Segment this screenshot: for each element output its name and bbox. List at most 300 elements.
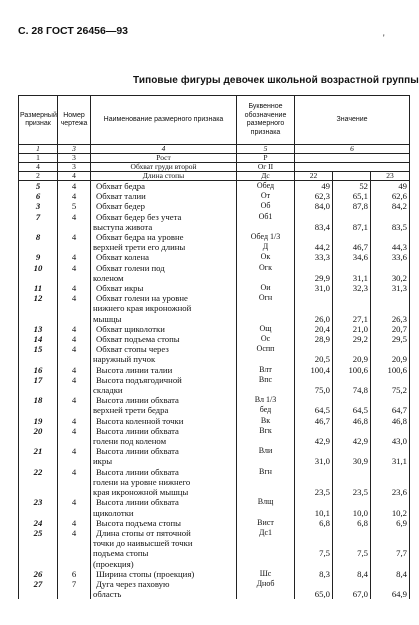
table-row bbox=[19, 293, 410, 303]
row-value: 46,8 bbox=[371, 416, 410, 426]
row-abbr bbox=[237, 354, 295, 364]
row-line: 6 bbox=[58, 569, 91, 579]
row-value: 26,0 bbox=[295, 314, 333, 324]
table-row bbox=[19, 426, 410, 436]
row-value bbox=[333, 426, 371, 436]
row-value: 31,1 bbox=[371, 456, 410, 466]
code-num: 4 bbox=[19, 163, 58, 172]
row-value bbox=[371, 477, 410, 487]
row-abbr: Обед bbox=[237, 181, 295, 192]
row-name: Ширина стопы (проекция) bbox=[91, 569, 237, 579]
header-num: Размерный признак bbox=[19, 96, 58, 145]
row-name: Высота коленной точки bbox=[91, 416, 237, 426]
row-value: 8,4 bbox=[371, 569, 410, 579]
row-value bbox=[333, 263, 371, 273]
row-value: 83,5 bbox=[371, 222, 410, 232]
row-abbr bbox=[237, 456, 295, 466]
row-value: 31,1 bbox=[333, 273, 371, 283]
row-num: 22 bbox=[19, 467, 58, 477]
row-value: 49 bbox=[295, 181, 333, 192]
row-value bbox=[295, 497, 333, 507]
row-num bbox=[19, 273, 58, 283]
table-row-continuation bbox=[19, 314, 410, 324]
row-value: 6,8 bbox=[295, 518, 333, 528]
row-num bbox=[19, 303, 58, 313]
row-value: 33,3 bbox=[295, 252, 333, 262]
row-line bbox=[58, 303, 91, 313]
row-abbr: Шс bbox=[237, 569, 295, 579]
row-value: 31,0 bbox=[295, 456, 333, 466]
row-abbr: Вл 1/3 bbox=[237, 395, 295, 405]
row-name: Обхват бедра на уровне bbox=[91, 232, 237, 242]
code-name: Рост bbox=[91, 154, 237, 163]
row-name: область bbox=[91, 589, 237, 599]
code-row bbox=[19, 163, 410, 172]
row-name: точки до наивысшей точки bbox=[91, 538, 237, 548]
row-num: 27 bbox=[19, 579, 58, 589]
row-abbr bbox=[237, 303, 295, 313]
table-row bbox=[19, 283, 410, 293]
code-num: 1 bbox=[19, 154, 58, 163]
row-num: 25 bbox=[19, 528, 58, 538]
row-value: 64,5 bbox=[333, 405, 371, 415]
row-name: Обхват голени под bbox=[91, 263, 237, 273]
row-name: края икроножной мышцы bbox=[91, 487, 237, 497]
row-abbr: Вист bbox=[237, 518, 295, 528]
row-abbr: Огк bbox=[237, 263, 295, 273]
row-value: 20,7 bbox=[371, 324, 410, 334]
row-value: 62,6 bbox=[371, 191, 410, 201]
row-name: Высота линии обхвата bbox=[91, 467, 237, 477]
row-line bbox=[58, 405, 91, 415]
row-value bbox=[333, 528, 371, 538]
row-name: Высота подъягодичной bbox=[91, 375, 237, 385]
row-value: 42,9 bbox=[333, 436, 371, 446]
row-value: 46,7 bbox=[333, 242, 371, 252]
row-value bbox=[371, 375, 410, 385]
code-line: 4 bbox=[58, 172, 91, 181]
row-name: икры bbox=[91, 456, 237, 466]
row-value: 6,8 bbox=[333, 518, 371, 528]
row-line: 4 bbox=[58, 232, 91, 242]
code-row bbox=[19, 154, 410, 163]
table-row bbox=[19, 334, 410, 344]
row-num bbox=[19, 436, 58, 446]
row-value bbox=[295, 467, 333, 477]
table-row bbox=[19, 395, 410, 405]
row-name: Высота линии обхвата bbox=[91, 395, 237, 405]
row-line bbox=[58, 273, 91, 283]
row-abbr: Впс bbox=[237, 375, 295, 385]
row-num: 5 bbox=[19, 181, 58, 192]
row-line bbox=[58, 487, 91, 497]
row-value: 26,3 bbox=[371, 314, 410, 324]
row-value: 23,6 bbox=[371, 487, 410, 497]
row-num bbox=[19, 222, 58, 232]
row-num: 19 bbox=[19, 416, 58, 426]
table-row-continuation bbox=[19, 508, 410, 518]
row-value bbox=[333, 477, 371, 487]
row-abbr: Ос bbox=[237, 334, 295, 344]
row-value bbox=[295, 395, 333, 405]
row-value: 46,8 bbox=[333, 416, 371, 426]
row-name: Обхват бедра bbox=[91, 181, 237, 192]
table-row bbox=[19, 212, 410, 222]
row-value: 64,5 bbox=[295, 405, 333, 415]
table-row bbox=[19, 252, 410, 262]
row-value: 20,5 bbox=[295, 354, 333, 364]
table-row bbox=[19, 569, 410, 579]
table-row-continuation bbox=[19, 242, 410, 252]
row-value bbox=[295, 446, 333, 456]
row-name: подъема стопы bbox=[91, 548, 237, 558]
row-value: 87,1 bbox=[333, 222, 371, 232]
row-name: Обхват талии bbox=[91, 191, 237, 201]
row-name: Высота линии талии bbox=[91, 365, 237, 375]
header-name: Наименование размерного признака bbox=[91, 96, 237, 145]
row-value: 100,4 bbox=[295, 365, 333, 375]
row-line: 4 bbox=[58, 293, 91, 303]
row-num: 15 bbox=[19, 344, 58, 354]
row-name: Обхват икры bbox=[91, 283, 237, 293]
row-value bbox=[371, 467, 410, 477]
row-line: 4 bbox=[58, 324, 91, 334]
row-line: 4 bbox=[58, 497, 91, 507]
row-value: 100,6 bbox=[371, 365, 410, 375]
row-line bbox=[58, 477, 91, 487]
row-value bbox=[371, 293, 410, 303]
row-value bbox=[333, 232, 371, 242]
table-row-continuation bbox=[19, 456, 410, 466]
row-line: 4 bbox=[58, 528, 91, 538]
row-value: 23,5 bbox=[333, 487, 371, 497]
row-value bbox=[371, 426, 410, 436]
row-value bbox=[371, 579, 410, 589]
code-abbr: Р bbox=[237, 154, 295, 163]
row-abbr bbox=[237, 589, 295, 599]
dimensions-table bbox=[18, 95, 410, 599]
row-value: 8,4 bbox=[333, 569, 371, 579]
row-line bbox=[58, 385, 91, 395]
row-abbr: Обед 1/3 bbox=[237, 232, 295, 242]
table-row bbox=[19, 375, 410, 385]
row-num: 18 bbox=[19, 395, 58, 405]
row-abbr: Об bbox=[237, 201, 295, 211]
row-value: 30,9 bbox=[333, 456, 371, 466]
row-abbr bbox=[237, 538, 295, 548]
row-line: 4 bbox=[58, 252, 91, 262]
table-row-continuation bbox=[19, 222, 410, 232]
row-abbr bbox=[237, 314, 295, 324]
row-line: 4 bbox=[58, 344, 91, 354]
table-row bbox=[19, 365, 410, 375]
row-value: 75,0 bbox=[295, 385, 333, 395]
row-value bbox=[333, 446, 371, 456]
row-value: 7,7 bbox=[371, 548, 410, 558]
row-abbr: Дноб bbox=[237, 579, 295, 589]
row-value: 29,5 bbox=[371, 334, 410, 344]
row-name: голени под коленом bbox=[91, 436, 237, 446]
row-line bbox=[58, 222, 91, 232]
row-value: 23,5 bbox=[295, 487, 333, 497]
index-cell: 6 bbox=[295, 145, 410, 154]
row-abbr: Влт bbox=[237, 365, 295, 375]
row-num bbox=[19, 314, 58, 324]
row-value: 65,0 bbox=[295, 589, 333, 599]
row-value: 7,5 bbox=[333, 548, 371, 558]
row-value: 64,9 bbox=[371, 589, 410, 599]
code-line: 3 bbox=[58, 163, 91, 172]
index-cell: 4 bbox=[91, 145, 237, 154]
row-abbr bbox=[237, 487, 295, 497]
row-value: 46,7 bbox=[295, 416, 333, 426]
row-value bbox=[295, 426, 333, 436]
code-row bbox=[19, 172, 410, 181]
row-line bbox=[58, 436, 91, 446]
row-num bbox=[19, 589, 58, 599]
row-value bbox=[333, 559, 371, 569]
table-row bbox=[19, 416, 410, 426]
row-num bbox=[19, 559, 58, 569]
row-name: верхней трети его длины bbox=[91, 242, 237, 252]
row-num: 13 bbox=[19, 324, 58, 334]
row-value bbox=[371, 212, 410, 222]
table-row-continuation bbox=[19, 548, 410, 558]
row-line: 7 bbox=[58, 579, 91, 589]
row-abbr bbox=[237, 222, 295, 232]
row-value: 42,9 bbox=[295, 436, 333, 446]
row-abbr bbox=[237, 385, 295, 395]
row-value: 74,8 bbox=[333, 385, 371, 395]
row-num: 24 bbox=[19, 518, 58, 528]
index-cell: 5 bbox=[237, 145, 295, 154]
value-header: 23 bbox=[371, 172, 410, 181]
row-name: нижнего края икроножной bbox=[91, 303, 237, 313]
table-row bbox=[19, 232, 410, 242]
code-abbr: Ог II bbox=[237, 163, 295, 172]
table-row-continuation bbox=[19, 477, 410, 487]
row-name: Высота линии обхвата bbox=[91, 446, 237, 456]
row-line: 4 bbox=[58, 212, 91, 222]
table-row-continuation bbox=[19, 354, 410, 364]
row-value: 100,6 bbox=[333, 365, 371, 375]
row-value: 28,9 bbox=[295, 334, 333, 344]
row-value bbox=[295, 293, 333, 303]
row-num: 12 bbox=[19, 293, 58, 303]
row-value: 20,4 bbox=[295, 324, 333, 334]
header-value: Значение bbox=[295, 96, 410, 145]
row-abbr bbox=[237, 559, 295, 569]
index-cell: 1 bbox=[19, 145, 58, 154]
corner-mark: ' bbox=[383, 33, 385, 43]
row-value bbox=[295, 212, 333, 222]
row-value bbox=[295, 579, 333, 589]
row-value: 31,3 bbox=[371, 283, 410, 293]
page-header: С. 28 ГОСТ 26456—93 bbox=[18, 25, 129, 37]
row-name: мышцы bbox=[91, 314, 237, 324]
row-line bbox=[58, 508, 91, 518]
table-row bbox=[19, 191, 410, 201]
row-value bbox=[371, 497, 410, 507]
row-name: Обхват щиколотки bbox=[91, 324, 237, 334]
row-value: 49 bbox=[371, 181, 410, 192]
row-value: 84,2 bbox=[371, 201, 410, 211]
row-name: верхней трети бедра bbox=[91, 405, 237, 415]
table-row-continuation bbox=[19, 559, 410, 569]
table-row bbox=[19, 181, 410, 192]
row-name: Обхват подъема стопы bbox=[91, 334, 237, 344]
row-abbr bbox=[237, 273, 295, 283]
row-value: 10,0 bbox=[333, 508, 371, 518]
row-value bbox=[333, 293, 371, 303]
row-name: Высота подъема стопы bbox=[91, 518, 237, 528]
value-header bbox=[333, 172, 371, 181]
row-num: 10 bbox=[19, 263, 58, 273]
row-value: 64,7 bbox=[371, 405, 410, 415]
row-line bbox=[58, 589, 91, 599]
row-value bbox=[371, 395, 410, 405]
row-value bbox=[295, 375, 333, 385]
row-abbr: Ок bbox=[237, 252, 295, 262]
column-index-row bbox=[19, 145, 410, 154]
row-value: 29,9 bbox=[295, 273, 333, 283]
row-value bbox=[295, 263, 333, 273]
row-value bbox=[333, 344, 371, 354]
row-line: 4 bbox=[58, 446, 91, 456]
row-num bbox=[19, 242, 58, 252]
table-row bbox=[19, 467, 410, 477]
row-line: 4 bbox=[58, 334, 91, 344]
row-num: 16 bbox=[19, 365, 58, 375]
table-row bbox=[19, 263, 410, 273]
row-value: 65,1 bbox=[333, 191, 371, 201]
row-name: Обхват голени на уровне bbox=[91, 293, 237, 303]
row-name: коленом bbox=[91, 273, 237, 283]
row-name: Обхват колена bbox=[91, 252, 237, 262]
row-num bbox=[19, 405, 58, 415]
row-abbr: Об1 bbox=[237, 212, 295, 222]
table-row bbox=[19, 528, 410, 538]
row-value bbox=[295, 344, 333, 354]
row-num bbox=[19, 456, 58, 466]
row-name: Длина стопы от пяточной bbox=[91, 528, 237, 538]
row-value bbox=[295, 232, 333, 242]
row-name: голени на уровне нижнего bbox=[91, 477, 237, 487]
row-value: 34,6 bbox=[333, 252, 371, 262]
row-value: 21,0 bbox=[333, 324, 371, 334]
row-num: 9 bbox=[19, 252, 58, 262]
row-line bbox=[58, 456, 91, 466]
table-row-continuation bbox=[19, 405, 410, 415]
row-line bbox=[58, 242, 91, 252]
row-num: 14 bbox=[19, 334, 58, 344]
row-value: 43,0 bbox=[371, 436, 410, 446]
row-abbr bbox=[237, 436, 295, 446]
row-value bbox=[371, 446, 410, 456]
row-abbr: Влщ bbox=[237, 497, 295, 507]
row-value bbox=[333, 212, 371, 222]
code-line: 3 bbox=[58, 154, 91, 163]
row-line: 4 bbox=[58, 283, 91, 293]
row-value bbox=[371, 538, 410, 548]
row-value: 29,2 bbox=[333, 334, 371, 344]
row-value bbox=[371, 559, 410, 569]
table-row-continuation bbox=[19, 303, 410, 313]
row-value: 84,0 bbox=[295, 201, 333, 211]
row-value bbox=[333, 375, 371, 385]
code-name: Обхват груди второй bbox=[91, 163, 237, 172]
row-name: Обхват бедер без учета bbox=[91, 212, 237, 222]
code-value bbox=[295, 154, 410, 163]
row-num: 23 bbox=[19, 497, 58, 507]
row-line: 4 bbox=[58, 416, 91, 426]
row-value: 52 bbox=[333, 181, 371, 192]
row-value: 10,2 bbox=[371, 508, 410, 518]
row-value: 31,0 bbox=[295, 283, 333, 293]
row-line: 4 bbox=[58, 426, 91, 436]
table-row-continuation bbox=[19, 273, 410, 283]
row-num: 21 bbox=[19, 446, 58, 456]
row-name: наружный пучок bbox=[91, 354, 237, 364]
row-abbr: Д bbox=[237, 242, 295, 252]
row-value bbox=[333, 467, 371, 477]
row-abbr: Ои bbox=[237, 283, 295, 293]
row-value bbox=[333, 395, 371, 405]
row-abbr: Огн bbox=[237, 293, 295, 303]
row-value bbox=[371, 528, 410, 538]
row-abbr: Вгн bbox=[237, 467, 295, 477]
table-row bbox=[19, 324, 410, 334]
row-num: 3 bbox=[19, 201, 58, 211]
row-value bbox=[371, 232, 410, 242]
row-value bbox=[295, 528, 333, 538]
row-abbr: Вк bbox=[237, 416, 295, 426]
row-value bbox=[371, 303, 410, 313]
row-abbr: Оспп bbox=[237, 344, 295, 354]
row-num bbox=[19, 508, 58, 518]
row-value: 6,9 bbox=[371, 518, 410, 528]
row-num bbox=[19, 385, 58, 395]
row-num: 26 bbox=[19, 569, 58, 579]
row-num: 6 bbox=[19, 191, 58, 201]
row-line: 4 bbox=[58, 191, 91, 201]
index-cell: 3 bbox=[58, 145, 91, 154]
row-num: 17 bbox=[19, 375, 58, 385]
row-num: 7 bbox=[19, 212, 58, 222]
row-line: 4 bbox=[58, 518, 91, 528]
row-value: 20,9 bbox=[371, 354, 410, 364]
row-name: Дуга через паховую bbox=[91, 579, 237, 589]
row-value: 75,2 bbox=[371, 385, 410, 395]
header-abbr: Буквенное обозначение размерного признака bbox=[237, 96, 295, 145]
row-value: 33,6 bbox=[371, 252, 410, 262]
header-line: Номер чертежа bbox=[58, 96, 91, 145]
row-value: 44,3 bbox=[371, 242, 410, 252]
row-num: 20 bbox=[19, 426, 58, 436]
row-value: 20,9 bbox=[333, 354, 371, 364]
table-row bbox=[19, 518, 410, 528]
row-value: 87,8 bbox=[333, 201, 371, 211]
table-row bbox=[19, 344, 410, 354]
code-abbr: Дс bbox=[237, 172, 295, 181]
table-row-continuation bbox=[19, 538, 410, 548]
row-abbr: Вли bbox=[237, 446, 295, 456]
row-value: 67,0 bbox=[333, 589, 371, 599]
row-abbr bbox=[237, 477, 295, 487]
row-value bbox=[333, 538, 371, 548]
table-row bbox=[19, 579, 410, 589]
row-line bbox=[58, 559, 91, 569]
